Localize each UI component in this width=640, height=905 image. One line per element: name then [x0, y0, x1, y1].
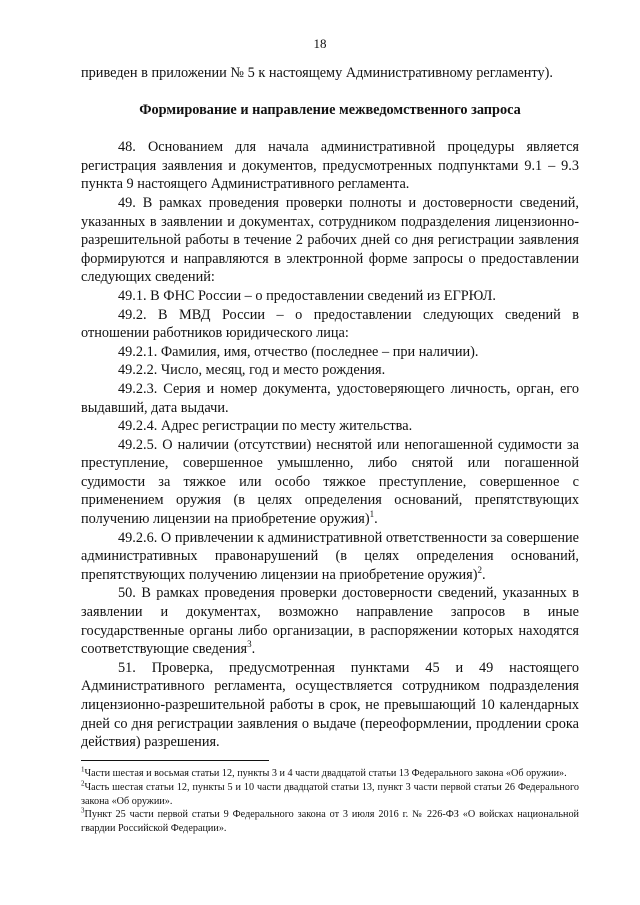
paragraph-50-text: 50. В рамках проведения проверки достоверности сведений, указанных в заявлении и документах, возможно направление запросов в иные государственные органы либо организации, в распоряжении которых находятся соответствующие сведения [81, 585, 579, 658]
intro-paragraph: приведен в приложении № 5 к настоящему Административному регламенту). [81, 65, 553, 81]
paragraph-51: 51. Проверка, предусмотренная пунктами 45 и 49 настоящего Административного регламента, осуществляется сотрудником подразделения лицензионно-разрешительной работы в срок, не превышающий 10 календарных дней со дня регистрации заявления о выдаче (переоформлении, продлении срока действия) разрешения. [81, 659, 579, 751]
footnote [81, 781, 579, 809]
page-number: 18 [313, 36, 327, 51]
footnote-mark: 3 [81, 807, 85, 815]
paragraph-50: 50. В рамках проведения проверки достоверности сведений, указанных в заявлении и документах, возможно направление запросов в иные государственные органы либо организации, в распоряжении которых находятся соответствующие сведения$^3$. [81, 585, 579, 658]
paragraph-48: 48. Основанием для начала административной процедуры является регистрация заявления и документов, предусмотренных подпунктами 9.1 – 9.3 пункта 9 настоящего Административного регламента. [81, 139, 579, 193]
footnote-text: Части шестая и восьмая статьи 12, пункты 3 и 4 части двадцатой статьи 13 Федерального закона «Об оружии». [84, 768, 567, 779]
paragraph-49-2-6-text: 49.2.6. О привлечении к административной ответственности за совершение административных правонарушений (в целях определения оснований, препятствующих получению лицензии на приобретение оружия) [81, 529, 579, 583]
footnote-ref-2: 2 [477, 565, 482, 576]
section-heading: Формирование и направление межведомственного запроса [139, 101, 521, 118]
footnote-mark: 2 [81, 779, 85, 788]
paragraph-49-2-1: 49.2.1. Фамилия, имя, отчество (последнее – при наличии). [118, 343, 479, 360]
footnote-ref-3: 3 [247, 639, 252, 650]
footnote [81, 767, 579, 781]
paragraph-49-2-4: 49.2.4. Адрес регистрации по месту жительства. [118, 418, 413, 435]
footnote-ref-1: 1 [369, 509, 375, 520]
footnote [81, 808, 579, 836]
paragraph-49-2-6: 49.2.6. О привлечении к административной ответственности за совершение административных правонарушений (в целях определения оснований, препятствующих получению лицензии на приобретение оружия)$^2$. [81, 529, 579, 583]
paragraph-49-2-3: 49.2.3. Серия и номер документа, удостоверяющего личность, орган, его выдавший, дата выдачи. [81, 380, 579, 416]
paragraph-49: 49. В рамках проведения проверки полноты и достоверности сведений, указанных в заявлении и документах, сотрудником подразделения лицензионно-разрешительной работы в течение 2 рабочих дней со дня регистрации заявления формируются и направляются в электронной форме запросы о предоставлении следующих сведений: [81, 194, 579, 286]
paragraph-49-2: 49.2. В МВД России – о предоставлении следующих сведений в отношении работников юридического лица: [81, 306, 579, 342]
footnotes [81, 767, 579, 836]
footnote-text: Пункт 25 части первой статьи 9 Федерального закона от 3 июля 2016 г. № 226-ФЗ «О войсках национальной гвардии Российской Федерации». [81, 809, 579, 835]
footnote-text: Часть шестая статьи 12, пункты 5 и 10 части двадцатой статьи 13, пункт 3 части первой статьи 26 Федерального закона «Об оружии». [81, 781, 579, 807]
paragraph-49-2-5: 49.2.5. О наличии (отсутствии) неснятой или непогашенной судимости за преступление, совершенное умышленно, либо снятой или погашенной судимости за тяжкое или особо тяжкое преступление, совершенное с применением оружия (в целях определения оснований, препятствующих получению лицензии на приобретение оружия)$^1$. [81, 436, 579, 528]
footnote-mark: 1 [81, 765, 85, 774]
paragraph-49-1: 49.1. В ФНС России – о предоставлении сведений из ЕГРЮЛ. [118, 287, 496, 304]
paragraph-49-2-5-text: 49.2.5. О наличии (отсутствии) неснятой или непогашенной судимости за преступление, совершенное умышленно, либо снятой или погашенной судимости за тяжкое или особо тяжкое преступление, совершенное с применением оружия (в целях определения оснований, препятствующих получению лицензии на приобретение оружия) [81, 436, 579, 528]
footnote-divider [81, 760, 269, 761]
page-body [81, 64, 579, 752]
paragraph-49-2-2: 49.2.2. Число, месяц, год и место рождения. [118, 362, 386, 379]
